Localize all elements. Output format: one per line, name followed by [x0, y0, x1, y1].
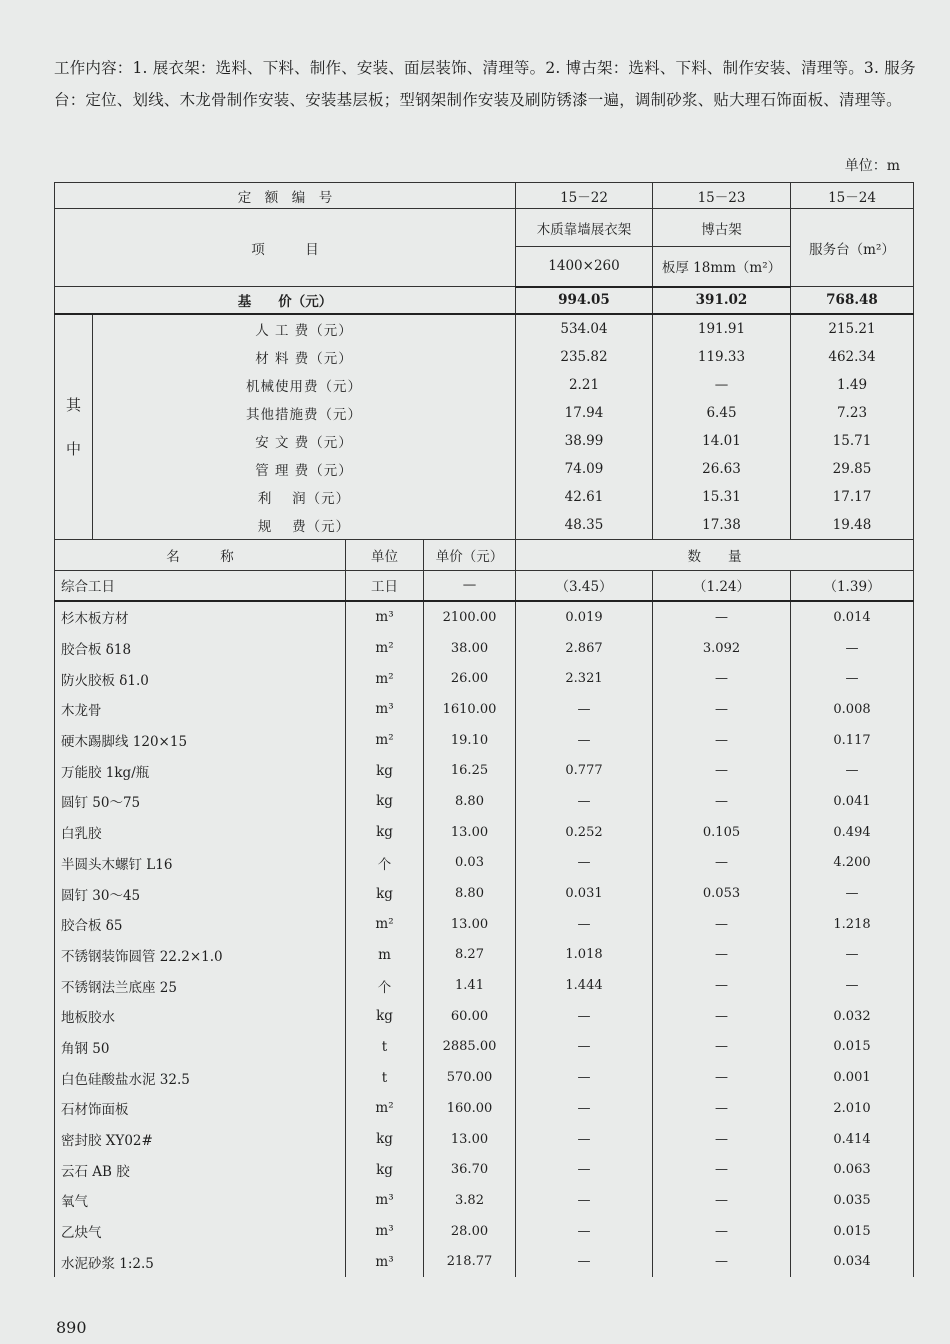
material-qty: —: [516, 909, 653, 940]
material-unit: t: [346, 1032, 424, 1063]
material-qty: 0.041: [791, 786, 914, 817]
material-qty: —: [653, 1062, 791, 1093]
material-name: 胶合板 δ18: [55, 633, 346, 664]
breakdown-value: 14.01: [653, 427, 791, 455]
breakdown-value: 7.23: [791, 399, 914, 427]
material-qty: 0.252: [516, 817, 653, 848]
material-qty: 0.063: [791, 1154, 914, 1185]
material-qty: —: [791, 755, 914, 786]
material-qty: —: [653, 755, 791, 786]
material-qty: 2.010: [791, 1093, 914, 1124]
material-unit: m³: [346, 601, 424, 633]
breakdown-row: [55, 483, 914, 511]
material-unit: kg: [346, 1001, 424, 1032]
material-name: 杉木板方材: [55, 601, 346, 633]
breakdown-value: 235.82: [516, 343, 653, 371]
code-col3: 15－24: [791, 183, 914, 209]
material-row: [55, 601, 914, 633]
material-name: 万能胶 1kg/瓶: [55, 755, 346, 786]
material-qty: 0.008: [791, 694, 914, 725]
material-row: [55, 940, 914, 971]
code-row: [55, 183, 914, 209]
material-qty: 0.034: [791, 1246, 914, 1277]
page-number: 890: [56, 1318, 87, 1337]
material-qty: —: [653, 601, 791, 633]
material-unit: m³: [346, 1246, 424, 1277]
material-unit: m³: [346, 694, 424, 725]
material-name: 圆钉 50～75: [55, 786, 346, 817]
material-price: 218.77: [424, 1246, 516, 1277]
material-qty: —: [791, 663, 914, 694]
material-price: 38.00: [424, 633, 516, 664]
breakdown-label: 安 文 费（元）: [93, 427, 516, 455]
material-unit: 个: [346, 970, 424, 1001]
material-qty: 0.032: [791, 1001, 914, 1032]
quota-table: [54, 182, 914, 1277]
material-price: 160.00: [424, 1093, 516, 1124]
base-price-label: 基 价（元）: [55, 287, 516, 314]
material-qty: —: [653, 786, 791, 817]
unit-header: 单位: [346, 539, 424, 570]
material-unit: m³: [346, 1185, 424, 1216]
material-name: 白色硅酸盐水泥 32.5: [55, 1062, 346, 1093]
material-qty: 0.019: [516, 601, 653, 633]
breakdown-value: —: [653, 371, 791, 399]
material-price: 60.00: [424, 1001, 516, 1032]
breakdown-value: 26.63: [653, 455, 791, 483]
material-row: [55, 755, 914, 786]
material-price: 1610.00: [424, 694, 516, 725]
item-row-1: [55, 209, 914, 247]
material-price: 13.00: [424, 909, 516, 940]
material-name: 不锈钢装饰圆管 22.2×1.0: [55, 940, 346, 971]
material-qty: —: [653, 1154, 791, 1185]
material-unit: kg: [346, 817, 424, 848]
material-price: 13.00: [424, 1124, 516, 1155]
breakdown-value: 6.45: [653, 399, 791, 427]
material-unit: m: [346, 940, 424, 971]
material-price: 0.03: [424, 848, 516, 879]
code-label: 定 额 编 号: [55, 183, 516, 209]
material-row: [55, 1124, 914, 1155]
material-row: [55, 1216, 914, 1247]
material-price: 36.70: [424, 1154, 516, 1185]
material-qty: 2.867: [516, 633, 653, 664]
material-qty: —: [516, 786, 653, 817]
material-row: [55, 848, 914, 879]
labor-unit: 工日: [346, 570, 424, 601]
material-name: 胶合板 δ5: [55, 909, 346, 940]
col1-spec: 1400×260: [516, 247, 653, 287]
material-qty: 0.117: [791, 725, 914, 756]
material-name: 半圆头木螺钉 L16: [55, 848, 346, 879]
material-price: 26.00: [424, 663, 516, 694]
material-price: 13.00: [424, 817, 516, 848]
material-qty: 0.494: [791, 817, 914, 848]
breakdown-value: 42.61: [516, 483, 653, 511]
material-unit: m²: [346, 1093, 424, 1124]
material-qty: 0.414: [791, 1124, 914, 1155]
material-qty: —: [653, 1001, 791, 1032]
material-unit: kg: [346, 1124, 424, 1155]
material-name: 乙炔气: [55, 1216, 346, 1247]
breakdown-value: 2.21: [516, 371, 653, 399]
material-qty: —: [653, 725, 791, 756]
breakdown-label: 机械使用费（元）: [93, 371, 516, 399]
breakdown-label: 管 理 费（元）: [93, 455, 516, 483]
material-name: 氧气: [55, 1185, 346, 1216]
material-qty: —: [791, 970, 914, 1001]
material-name: 不锈钢法兰底座 25: [55, 970, 346, 1001]
material-price: 8.27: [424, 940, 516, 971]
material-row: [55, 878, 914, 909]
breakdown-value: 19.48: [791, 511, 914, 540]
base-price-col2: 391.02: [653, 287, 791, 314]
breakdown-label: 利 润（元）: [93, 483, 516, 511]
material-qty: —: [791, 940, 914, 971]
material-qty: 3.092: [653, 633, 791, 664]
col2-name: 博古架: [653, 209, 791, 247]
material-qty: —: [516, 848, 653, 879]
breakdown-value: 534.04: [516, 314, 653, 343]
breakdown-label: 规 费（元）: [93, 511, 516, 540]
material-unit: kg: [346, 1154, 424, 1185]
labor-qty: （1.39）: [791, 570, 914, 601]
material-qty: —: [791, 633, 914, 664]
material-qty: 0.014: [791, 601, 914, 633]
breakdown-label: 材 料 费（元）: [93, 343, 516, 371]
material-price: 3.82: [424, 1185, 516, 1216]
material-qty: 0.031: [516, 878, 653, 909]
material-row: [55, 725, 914, 756]
material-qty: —: [653, 1216, 791, 1247]
material-name: 硬木踢脚线 120×15: [55, 725, 346, 756]
col3-name: 服务台（m²）: [791, 209, 914, 287]
price-header: 单价（元）: [424, 539, 516, 570]
material-qty: 0.777: [516, 755, 653, 786]
material-name: 白乳胶: [55, 817, 346, 848]
material-row: [55, 663, 914, 694]
breakdown-value: 38.99: [516, 427, 653, 455]
labor-qty: （1.24）: [653, 570, 791, 601]
material-qty: —: [516, 1216, 653, 1247]
material-qty: —: [653, 940, 791, 971]
material-name: 石材饰面板: [55, 1093, 346, 1124]
material-qty: 0.015: [791, 1216, 914, 1247]
material-price: 570.00: [424, 1062, 516, 1093]
material-name: 云石 AB 胶: [55, 1154, 346, 1185]
material-qty: —: [791, 878, 914, 909]
material-unit: kg: [346, 755, 424, 786]
material-row: [55, 909, 914, 940]
material-row: [55, 633, 914, 664]
material-name: 角钢 50: [55, 1032, 346, 1063]
material-name: 圆钉 30～45: [55, 878, 346, 909]
material-qty: —: [653, 848, 791, 879]
breakdown-value: 191.91: [653, 314, 791, 343]
name-header: 名 称: [55, 539, 346, 570]
breakdown-row: [55, 314, 914, 343]
breakdown-row: [55, 343, 914, 371]
base-price-row: [55, 287, 914, 314]
material-row: [55, 694, 914, 725]
material-unit: m²: [346, 663, 424, 694]
material-qty: —: [653, 1032, 791, 1063]
item-label: 项 目: [55, 209, 516, 287]
col1-name: 木质靠墙展衣架: [516, 209, 653, 247]
breakdown-value: 15.71: [791, 427, 914, 455]
labor-name: 综合工日: [55, 570, 346, 601]
breakdown-label: 其他措施费（元）: [93, 399, 516, 427]
material-qty: —: [653, 663, 791, 694]
breakdown-value: 74.09: [516, 455, 653, 483]
material-qty: —: [516, 694, 653, 725]
breakdown-value: 1.49: [791, 371, 914, 399]
breakdown-value: 17.17: [791, 483, 914, 511]
material-qty: 1.218: [791, 909, 914, 940]
material-unit: m²: [346, 633, 424, 664]
material-row: [55, 1062, 914, 1093]
material-qty: —: [653, 694, 791, 725]
breakdown-row: [55, 399, 914, 427]
labor-price: —: [424, 570, 516, 601]
base-price-col3: 768.48: [791, 287, 914, 314]
material-qty: 0.015: [791, 1032, 914, 1063]
unit-label: 单位：m: [844, 158, 900, 174]
material-name: 地板胶水: [55, 1001, 346, 1032]
material-qty: —: [516, 1032, 653, 1063]
material-qty: —: [653, 1124, 791, 1155]
material-qty: 2.321: [516, 663, 653, 694]
breakdown-value: 15.31: [653, 483, 791, 511]
breakdown-value: 462.34: [791, 343, 914, 371]
base-price-col1: 994.05: [516, 287, 653, 314]
material-price: 19.10: [424, 725, 516, 756]
breakdown-value: 17.94: [516, 399, 653, 427]
quantity-header: 数 量: [516, 539, 914, 570]
material-price: 16.25: [424, 755, 516, 786]
breakdown-row: [55, 511, 914, 540]
code-col2: 15－23: [653, 183, 791, 209]
material-qty: —: [516, 1062, 653, 1093]
material-unit: 个: [346, 848, 424, 879]
material-price: 8.80: [424, 878, 516, 909]
material-qty: 1.444: [516, 970, 653, 1001]
material-row: [55, 1246, 914, 1277]
breakdown-value: 119.33: [653, 343, 791, 371]
work-content-paragraph: 工作内容：1. 展衣架：选料、下料、制作、安装、面层装饰、清理等。2. 博古架：选料、下料、制作安装、清理等。3. 服务台：定位、划线、木龙骨制作安装、安装基层板；型钢架制作安装及刷防锈漆一遍，调制砂浆、贴大理石饰面板、清理等。: [54, 59, 916, 109]
material-row: [55, 1093, 914, 1124]
material-unit: t: [346, 1062, 424, 1093]
material-qty: —: [516, 725, 653, 756]
material-qty: —: [516, 1124, 653, 1155]
materials-header-row: [55, 539, 914, 570]
material-price: 1.41: [424, 970, 516, 1001]
material-name: 防火胶板 δ1.0: [55, 663, 346, 694]
material-row: [55, 1032, 914, 1063]
material-unit: m²: [346, 725, 424, 756]
material-price: 2885.00: [424, 1032, 516, 1063]
material-qty: —: [516, 1001, 653, 1032]
material-unit: kg: [346, 786, 424, 817]
material-qty: 1.018: [516, 940, 653, 971]
breakdown-row: [55, 455, 914, 483]
material-qty: —: [516, 1093, 653, 1124]
material-qty: —: [653, 909, 791, 940]
breakdown-row: [55, 427, 914, 455]
breakdown-value: 48.35: [516, 511, 653, 540]
material-row: [55, 1001, 914, 1032]
labor-row: [55, 570, 914, 601]
material-qty: —: [653, 1093, 791, 1124]
material-price: 28.00: [424, 1216, 516, 1247]
col2-spec: 板厚 18mm（m²）: [653, 247, 791, 287]
material-qty: 4.200: [791, 848, 914, 879]
material-unit: m³: [346, 1216, 424, 1247]
material-unit: m²: [346, 909, 424, 940]
material-unit: kg: [346, 878, 424, 909]
breakdown-value: 29.85: [791, 455, 914, 483]
material-row: [55, 786, 914, 817]
material-qty: —: [653, 1246, 791, 1277]
material-qty: 0.035: [791, 1185, 914, 1216]
breakdown-value: 17.38: [653, 511, 791, 540]
material-qty: —: [516, 1154, 653, 1185]
material-name: 水泥砂浆 1:2.5: [55, 1246, 346, 1277]
breakdown-side-label: 其 中: [55, 314, 93, 540]
material-price: 8.80: [424, 786, 516, 817]
material-row: [55, 970, 914, 1001]
material-price: 2100.00: [424, 601, 516, 633]
material-row: [55, 1185, 914, 1216]
material-qty: 0.001: [791, 1062, 914, 1093]
material-name: 木龙骨: [55, 694, 346, 725]
quota-table-body: [55, 183, 914, 1278]
material-qty: —: [653, 1185, 791, 1216]
labor-qty: （3.45）: [516, 570, 653, 601]
material-qty: —: [516, 1185, 653, 1216]
breakdown-label: 人 工 费（元）: [93, 314, 516, 343]
code-col1: 15－22: [516, 183, 653, 209]
material-qty: 0.053: [653, 878, 791, 909]
breakdown-row: [55, 371, 914, 399]
material-row: [55, 817, 914, 848]
material-name: 密封胶 XY02#: [55, 1124, 346, 1155]
material-qty: —: [653, 970, 791, 1001]
material-row: [55, 1154, 914, 1185]
material-qty: 0.105: [653, 817, 791, 848]
breakdown-value: 215.21: [791, 314, 914, 343]
material-qty: —: [516, 1246, 653, 1277]
